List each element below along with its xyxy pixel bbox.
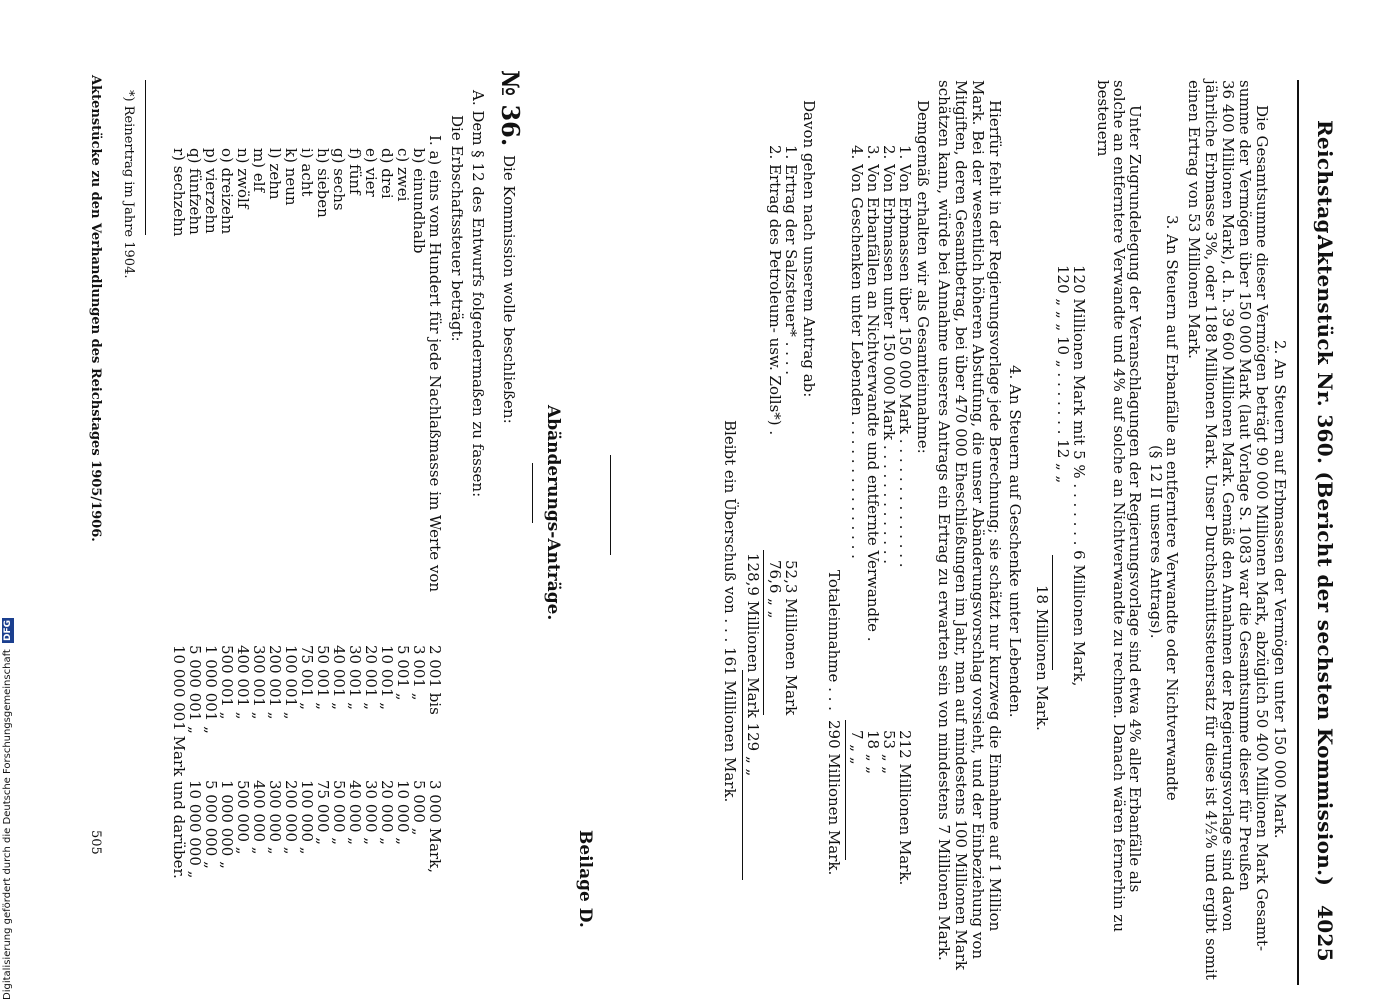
rate-label: g) sechs <box>330 148 348 211</box>
rate-to: 5 000 000 „ <box>202 780 220 869</box>
rate-to: 3 000 Mark, <box>426 780 444 874</box>
antraege-title: Abänderungs-Anträge. <box>543 405 563 621</box>
rate-from: 5 001 „ <box>394 645 412 701</box>
rate-to: 50 000 „ <box>330 780 348 846</box>
summary-item-value: 53 „ „ <box>880 730 898 775</box>
rate-to: 5 000 „ <box>410 780 428 836</box>
remaining-rule <box>742 670 743 880</box>
digitization-strip <box>0 620 16 1000</box>
deduct-sum: 128,9 Millionen Mark 129 „ „ <box>744 553 762 777</box>
remaining-line: Bleibt ein Überschuß von . . . 161 Millionen Mark. <box>721 420 739 803</box>
section2-line: summe der Vermögen über 150 000 Mark (laut Vorlage S. 1083 war die Gesamtsumme dieser für Preußen <box>1236 80 1254 891</box>
rate-to: 40 000 „ <box>346 780 364 846</box>
rate-from: 10 001 „ <box>378 645 396 711</box>
summary-item-label: 4. Von Geschenken unter Lebenden . . . . . . . . . . . . . . . <box>848 145 866 559</box>
section3-line: besteuern <box>1094 80 1112 157</box>
summary-intro: Demgemäß erhalten wir als Gesamteinnahme: <box>914 100 932 454</box>
rate-to: 30 000 „ <box>362 780 380 846</box>
rate-from: 50 001 „ <box>314 645 332 711</box>
footer-page: 505 <box>88 830 103 855</box>
rate-to: 1 000 000 „ <box>218 780 236 869</box>
footnote: *) Reinertrag im Jahre 1904. <box>121 90 136 279</box>
page-number: 4025 <box>1313 905 1337 962</box>
rate-label: e) vier <box>362 148 380 197</box>
section4-line: Hierfür fehlt in der Regierungsvorlage jede Berechnung; sie schätzt nur kurzweg die Einnahme auf 1 Million <box>986 100 1004 932</box>
rate-label: b) einundhalb <box>410 148 428 254</box>
rate-label: f) fünf <box>346 148 364 195</box>
rate-from: 400 001 „ <box>234 645 252 720</box>
rate-label: d) drei <box>378 148 396 199</box>
deduct-item-label: 2. Ertrag des Petroleum- usw. Zolls*) . <box>766 145 784 436</box>
rate-from: 1 000 001 „ <box>202 645 220 734</box>
deduct-item-value: 76,6 „ „ <box>766 560 784 619</box>
deduct-intro: Davon gehen nach unserem Antrag ab: <box>800 100 818 398</box>
section2-line: Die Gesamtsumme dieser Vermögen beträgt 90 000 Millionen Mark, abzüglich 50 400 Millionen Mark Gesamt- <box>1253 105 1271 952</box>
rate-to: 500 000 „ <box>234 780 252 855</box>
deduct-rule <box>763 550 764 715</box>
section4-line: Mark. Bei der wesentlich höheren Abstufung, die unser Abänderungsvorschlag vorsieht, und der Einbeziehung von <box>969 80 987 960</box>
summary-item-label: 1. Von Erbmassen über 150 000 Mark . . . . . . . . . . . . . . <box>896 145 914 568</box>
rate-from: 20 001 „ <box>362 645 380 711</box>
summary-item-value: 212 Millionen Mark. <box>896 730 914 886</box>
section3-line: Unter Zugrundelegung der Veranschlagungen der Regierungsvorlage sind etwa 4% aller Erbanfälle als <box>1126 105 1144 893</box>
header-title: Aktenstück Nr. 360. (Bericht der sechsten Kommission.) <box>1313 235 1337 887</box>
rate-to: 10 000 000 „ <box>186 780 204 879</box>
rate-label: i) acht <box>298 148 316 197</box>
section3-subheading: (§ 12 II unseres Antrags). <box>1147 445 1165 639</box>
beilage-label: Beilage D. <box>575 830 595 928</box>
total-label: Totaleinnahme . . . <box>825 570 843 711</box>
rate-from: 100 001 „ <box>282 645 300 720</box>
rate-from: 5 000 001 „ <box>186 645 204 734</box>
rate-to: 75 000 „ <box>314 780 332 846</box>
digitization-note: Digitalisierung gefördert durch die Deutsche Forschungsgemeinschaft <box>2 649 13 1000</box>
footer-left: Aktenstücke zu den Verhandlungen des Reichstages 1905/1906. <box>88 75 103 542</box>
rate-to: 20 000 „ <box>378 780 396 846</box>
separator-rule <box>610 455 611 555</box>
summary-item-label: 2. Von Erbmassen unter 150 000 Mark . . . . . . . . . . . . . <box>880 145 898 565</box>
rate-from: 3 001 „ <box>410 645 428 701</box>
total-value: 290 Millionen Mark. <box>825 720 843 876</box>
rate-from: 40 001 „ <box>330 645 348 711</box>
section4-line: schätzen kann, würde bei Annahme unseres Antrags ein Ertrag zu erwarten sein von mindestens 7 Millionen Mark. <box>935 80 953 961</box>
tax-intro: Die Erbschaftssteuer beträgt: <box>448 115 466 342</box>
rate-label: p) vierzehn <box>202 148 220 234</box>
deduct-item-value: 52,3 Millionen Mark <box>782 560 800 716</box>
section2-line: jährliche Erbmasse 3%, oder 1188 Millionen Mark. Unser Durchschnittssteuersatz für diese ist 4½% und ergibt somit <box>1202 80 1220 980</box>
section3-line: solche an entferntere Verwandte und 4% auf solche an Nichtverwandte zu rechnen. Danach wären fernerhin zu <box>1110 80 1128 932</box>
total-rule <box>845 720 846 860</box>
calc-line: 120 „ „ „ 10 „ . . . . . . . 12 „ „ <box>1054 265 1072 484</box>
rate-to: 300 000 „ <box>266 780 284 855</box>
motion-number: № 36. <box>496 70 525 147</box>
tax-header: I. a) eins vom Hundert für jede Nachlaßmasse im Werte von <box>426 135 444 593</box>
rate-to: 400 000 „ <box>250 780 268 855</box>
rate-label: c) zwei <box>394 148 412 202</box>
rate-label: r) sechzehn <box>170 148 188 237</box>
footnote-rule <box>145 80 146 235</box>
paragraph-a: A. Dem § 12 des Entwurfs folgendermaßen zu fassen: <box>469 90 487 498</box>
header-rule <box>1297 80 1299 985</box>
rate-to: 10 000 „ <box>394 780 412 846</box>
rate-label: l) zehn <box>266 148 284 200</box>
title-rule <box>532 463 533 523</box>
section3-heading: 3. An Steuern auf Erbanfälle an entferntere Verwandte oder Nichtverwandte <box>1163 215 1181 801</box>
rate-from: 300 001 „ <box>250 645 268 720</box>
rate-from: 200 001 „ <box>266 645 284 720</box>
header-left: Reichstag. <box>1313 120 1337 242</box>
motion-text: Die Kommission wolle beschließen: <box>500 155 518 424</box>
rate-label: n) zwölf <box>234 148 252 209</box>
section4-line: Mitgiften, deren Gesamtbetrag, bei über 470 000 Eheschließungen im Jahr, man auf mindestens 100 Millionen Mark <box>952 80 970 970</box>
dfg-logo: DFG <box>3 619 13 641</box>
rate-label: m) elf <box>250 148 268 193</box>
summary-item-label: 3. Von Erbanfällen an Nichtverwandte und entfernte Verwandte . <box>864 145 882 642</box>
section4-heading: 4. An Steuern auf Geschenke unter Lebenden. <box>1006 365 1024 718</box>
rate-label: h) sieben <box>314 148 332 218</box>
rate-to: 200 000 „ <box>282 780 300 855</box>
rate-from: 30 001 „ <box>346 645 364 711</box>
summary-item-value: 7 „ „ <box>848 730 866 765</box>
section3-result: 18 Millionen Mark. <box>1033 585 1051 731</box>
section2-heading: 2. An Steuern auf Erbmassen der Vermögen unter 150 000 Mark. <box>1271 340 1289 839</box>
rate-label: o) dreizehn <box>218 148 236 235</box>
rate-to: 100 000 „ <box>298 780 316 855</box>
deduct-item-label: 1. Ertrag der Salzsteuer* . . . . <box>782 145 800 376</box>
section2-line: 36 400 Millionen Mark), d. h. 39 600 Millionen Mark. Gemäß den Annahmen der Regierungsvorlage sind davon <box>1219 80 1237 932</box>
summary-item-value: 18 „ „ <box>864 730 882 775</box>
rate-label: k) neun <box>282 148 300 206</box>
calc-line: 120 Millionen Mark mit 5 % . . . . . . . 6 Millionen Mark, <box>1070 265 1088 687</box>
rate-from: 10 000 001 Mark und darüber. <box>170 645 188 879</box>
rate-from: 75 001 „ <box>298 645 316 711</box>
section2-line: einen Ertrag von 53 Millionen Mark. <box>1185 80 1203 359</box>
calc-rule <box>1052 555 1053 670</box>
rate-from: 2 001 bis <box>426 645 444 715</box>
rate-from: 500 001 „ <box>218 645 236 720</box>
rate-label: q) fünfzehn <box>186 148 204 235</box>
